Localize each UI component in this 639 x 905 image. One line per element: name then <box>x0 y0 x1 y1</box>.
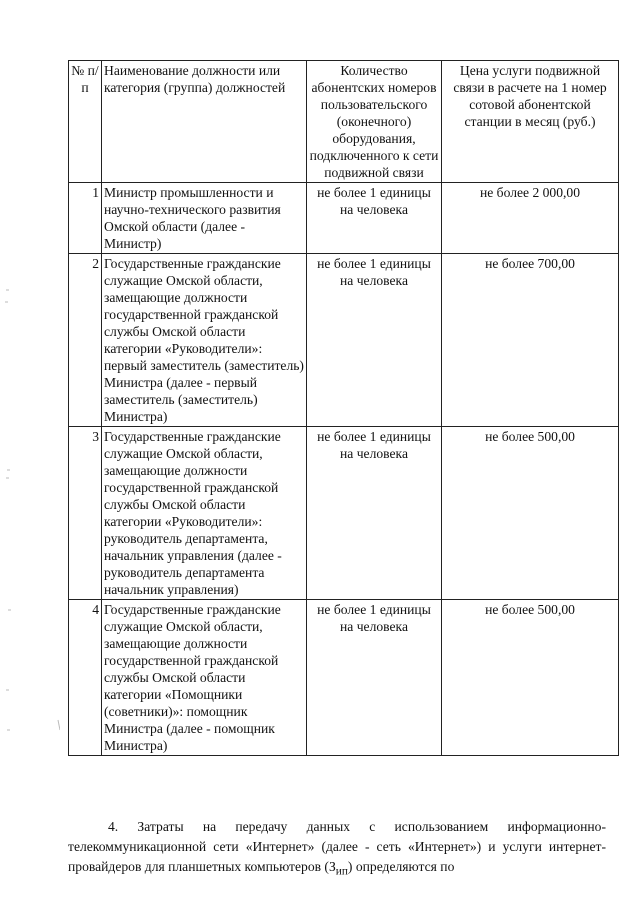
row-price: не более 700,00 <box>442 254 619 427</box>
row-number: 2 <box>69 254 102 427</box>
header-position-name: Наименование должности или категория (группа) должностей <box>102 61 307 183</box>
header-quantity: Количество абонентских номеров пользовательского (оконечного) оборудования, подключенного к сети подвижной связи <box>307 61 442 183</box>
table-row <box>69 600 619 756</box>
table-header-row <box>69 61 619 183</box>
table-row <box>69 183 619 254</box>
positions-table <box>68 60 619 756</box>
scan-margin-marks <box>0 0 60 905</box>
paragraph-tail: ) определяются по <box>347 859 455 874</box>
row-position-name: Министр промышленности и научно-технического развития Омской области (далее - Министр) <box>102 183 307 254</box>
row-position-name: Государственные гражданские служащие Омской области, замещающие должности государственной гражданской службы Омской области категории «Руководители»: руководитель департамента, начальник управления (далее - руководитель департамента начальник управления) <box>102 427 307 600</box>
row-quantity: не более 1 единицы на человека <box>307 427 442 600</box>
paragraph-subscript: ип <box>335 865 348 878</box>
row-price: не более 500,00 <box>442 427 619 600</box>
row-number: 3 <box>69 427 102 600</box>
row-price: не более 500,00 <box>442 600 619 756</box>
row-quantity: не более 1 единицы на человека <box>307 254 442 427</box>
row-number: 1 <box>69 183 102 254</box>
table-row <box>69 254 619 427</box>
row-number: 4 <box>69 600 102 756</box>
row-price: не более 2 000,00 <box>442 183 619 254</box>
row-position-name: Государственные гражданские служащие Омской области, замещающие должности государственной гражданской службы Омской области категории «Руководители»: первый заместитель (заместитель) Министра (далее - первый заместитель (заместитель) Министра) <box>102 254 307 427</box>
row-quantity: не более 1 единицы на человека <box>307 600 442 756</box>
header-price: Цена услуги подвижной связи в расчете на 1 номер сотовой абонентской станции в месяц (руб.) <box>442 61 619 183</box>
body-paragraph <box>68 817 606 882</box>
header-number: № п/п <box>69 61 102 183</box>
row-quantity: не более 1 единицы на человека <box>307 183 442 254</box>
paragraph-text: 4. Затраты на передачу данных с использованием информационно-телекоммуникационной сети «Интернет» (далее - сеть «Интернет») и услуги интернет-провайдеров для планшетных компьютеров (З <box>68 819 606 874</box>
row-position-name: Государственные гражданские служащие Омской области, замещающие должности государственной гражданской службы Омской области категории «Помощники (советники)»: помощник Министра (далее - помощник Министра) <box>102 600 307 756</box>
table-row <box>69 427 619 600</box>
